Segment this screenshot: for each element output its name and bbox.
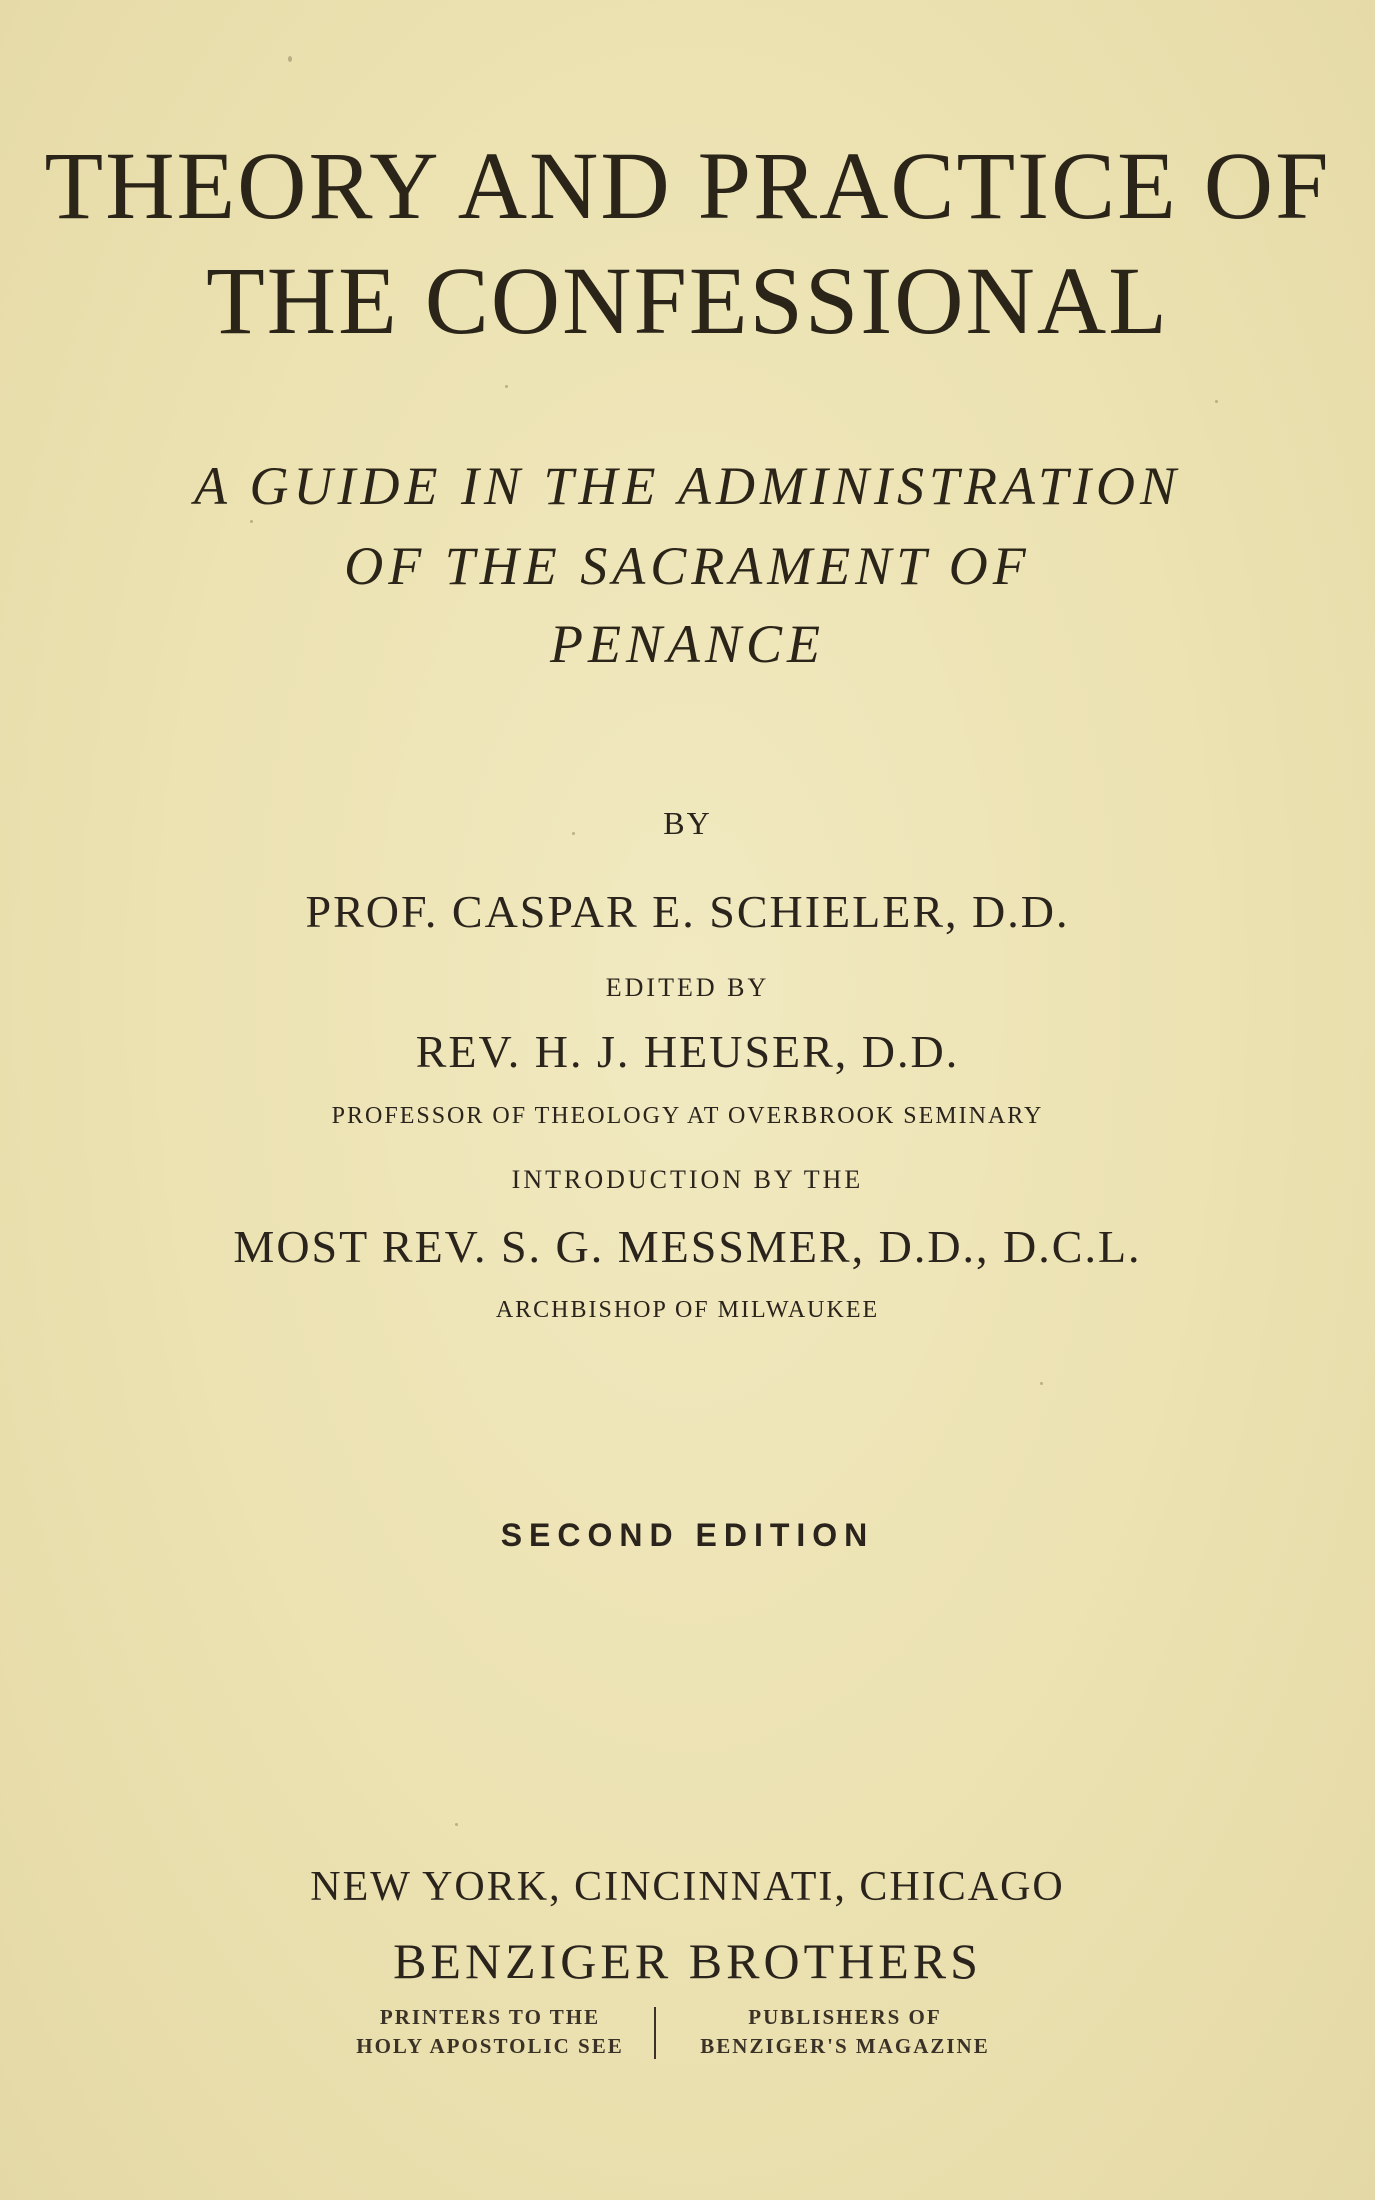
edition-label: SECOND EDITION bbox=[500, 1517, 875, 1553]
imprint-left-line-1: PRINTERS TO THE bbox=[379, 2005, 601, 2029]
paper-speck bbox=[1040, 1382, 1043, 1385]
paper-speck bbox=[572, 832, 575, 835]
paper-speck bbox=[288, 56, 292, 62]
book-title-line-2: THE CONFESSIONAL bbox=[206, 247, 1169, 354]
introducer-role: ARCHBISHOP OF MILWAUKEE bbox=[495, 1297, 880, 1323]
imprint-left-column bbox=[325, 2003, 655, 2061]
by-label: BY bbox=[663, 805, 712, 841]
publication-places: NEW YORK, CINCINNATI, CHICAGO bbox=[310, 1864, 1065, 1910]
imprint-right-line-2: BENZIGER'S MAGAZINE bbox=[700, 2034, 990, 2058]
paper-speck bbox=[250, 520, 253, 523]
paper-speck bbox=[1215, 400, 1218, 403]
introduction-by-label: INTRODUCTION BY THE bbox=[511, 1165, 864, 1194]
subtitle-line-3: PENANCE bbox=[550, 614, 825, 674]
editor-role: PROFESSOR OF THEOLOGY AT OVERBROOK SEMINARY bbox=[331, 1103, 1044, 1129]
introducer-name: MOST REV. S. G. MESSMER, D.D., D.C.L. bbox=[233, 1221, 1142, 1272]
paper-speck bbox=[455, 1823, 458, 1826]
imprint-block bbox=[0, 2003, 1375, 2073]
imprint-divider bbox=[654, 2007, 656, 2059]
publisher-name: BENZIGER BROTHERS bbox=[393, 1933, 982, 1989]
author-name: PROF. CASPAR E. SCHIELER, D.D. bbox=[305, 886, 1070, 937]
imprint-right-column bbox=[680, 2003, 1010, 2061]
imprint-right-line-1: PUBLISHERS OF bbox=[748, 2005, 942, 2029]
subtitle-line-2: OF THE SACRAMENT OF bbox=[344, 536, 1031, 596]
subtitle-line-1: A GUIDE IN THE ADMINISTRATION bbox=[194, 456, 1181, 516]
editor-name: REV. H. J. HEUSER, D.D. bbox=[415, 1026, 960, 1077]
edited-by-label: EDITED BY bbox=[605, 973, 770, 1002]
book-title-line-1: THEORY AND PRACTICE OF bbox=[44, 132, 1331, 239]
imprint-left-line-2: HOLY APOSTOLIC SEE bbox=[356, 2034, 624, 2058]
paper-speck bbox=[505, 385, 508, 388]
